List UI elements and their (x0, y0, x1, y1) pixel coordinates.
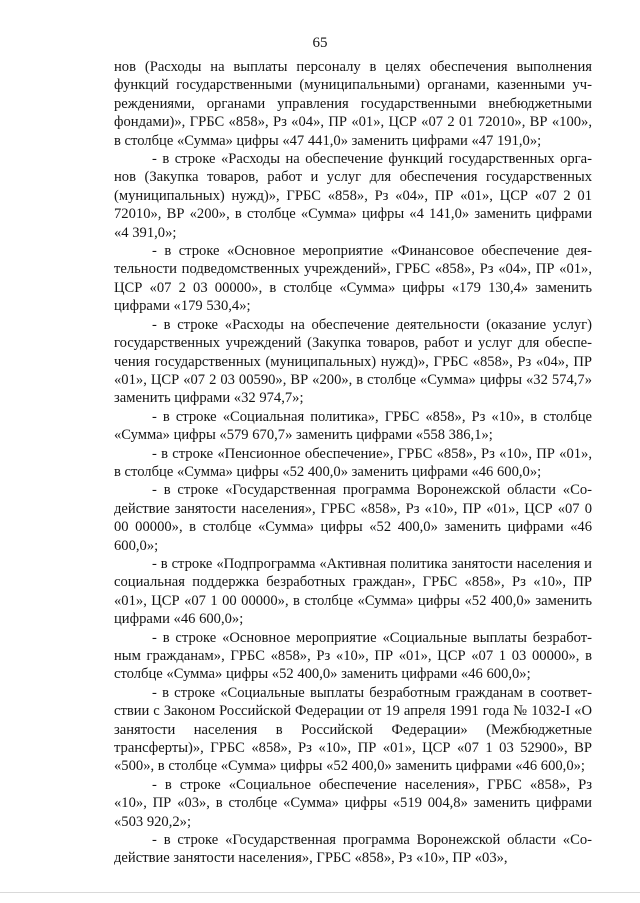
paragraph: - в строке «Социальная политика», ГРБС «858», Рз «10», в столбце «Сумма» цифры «579 670,7» заменить цифрами «558 386,1»; (114, 408, 592, 444)
paragraph: - в строке «Государственная программа Воронежской области «Содействие занятости населения», ГРБС «858», Рз «10», ПР «03», (114, 832, 592, 867)
paragraph: - в строке «Расходы на обеспечение функций государственных органов (Закупка товаров, работ и услуг для обеспечения государственных (муниципальных) нужд)», ГРБС «858», Рз «04», ПР «01», ЦСР «07 2 01 72010», ВР «200», в столбце «Сумма» цифры «4 141,0» заменить цифрами «4 391,0»; (114, 151, 592, 241)
paragraph-continuation: нов (Расходы на выплаты персоналу в целях обеспечения выполнения функций государственными (муниципальными) органами, казенными учреждениями, органами управления государственными внебюджетными фондами)», ГРБС «858», Рз «04», ПР «01», ЦСР «07 2 01 72010», ВР «100», в столбце «Сумма» цифры «47 441,0» заменить цифрами «47 191,0»; (114, 59, 592, 149)
paragraph: - в строке «Расходы на обеспечение деятельности (оказание услуг) государственных учреждений (Закупка товаров, работ и услуг для обеспечения государственных (муниципальных) нужд)», ГРБС «858», Рз «04», ПР «01», ЦСР «07 2 03 00590», ВР «200», в столбце «Сумма» цифры «32 574,7» заменить цифрами «32 974,7»; (114, 316, 592, 407)
paragraph: - в строке «Социальное обеспечение населения», ГРБС «858», Рз «10», ПР «03», в столбце «Сумма» цифры «519 004,8» заменить цифрами «503 920,2»; (114, 776, 592, 830)
paragraph: - в строке «Основное мероприятие «Социальные выплаты безработным гражданам», ГРБС «858», Рз «10», ПР «01», ЦСР «07 1 03 00000», в столбце «Сумма» цифры «52 400,0» заменить цифрами «46 600,0»; (114, 629, 592, 683)
paragraph: - в строке «Подпрограмма «Активная политика занятости населения и социальная поддержка безработных граждан», ГРБС «858», Рз «10», ПР «01», ЦСР «07 1 00 00000», в столбце «Сумма» цифры «52 400,0» заменить цифрами «46 600,0»; (114, 555, 592, 628)
document-body (114, 58, 592, 868)
paragraph: - в строке «Социальные выплаты безработным гражданам в соответствии с Законом Российской Федерации от 19 апреля 1991 года № 1032-I «О занятости населения в Российской Федерации» (Межбюджетные трансферты)», ГРБС «858», Рз «10», ПР «01», ЦСР «07 1 03 52900», ВР «500», в столбце «Сумма» цифры «52 400,0» заменить цифрами «46 600,0»; (114, 684, 592, 775)
page-number: 65 (312, 35, 328, 51)
paragraph: - в строке «Основное мероприятие «Финансовое обеспечение деятельности подведомственных учреждений», ГРБС «858», Рз «04», ПР «01», ЦСР «07 2 03 00000», в столбце «Сумма» цифры «179 130,4» заменить цифрами «179 530,4»; (114, 243, 592, 315)
page-bottom-edge (0, 892, 640, 893)
paragraph: - в строке «Государственная программа Воронежской области «Содействие занятости населения», ГРБС «858», Рз «10», ПР «01», ЦСР «07 0 00 00000», в столбце «Сумма» цифры «52 400,0» заменить цифрами «46 600,0»; (114, 482, 592, 554)
paragraph: - в строке «Пенсионное обеспечение», ГРБС «858», Рз «10», ПР «01», в столбце «Сумма» цифры «52 400,0» заменить цифрами «46 600,0»; (114, 445, 592, 480)
